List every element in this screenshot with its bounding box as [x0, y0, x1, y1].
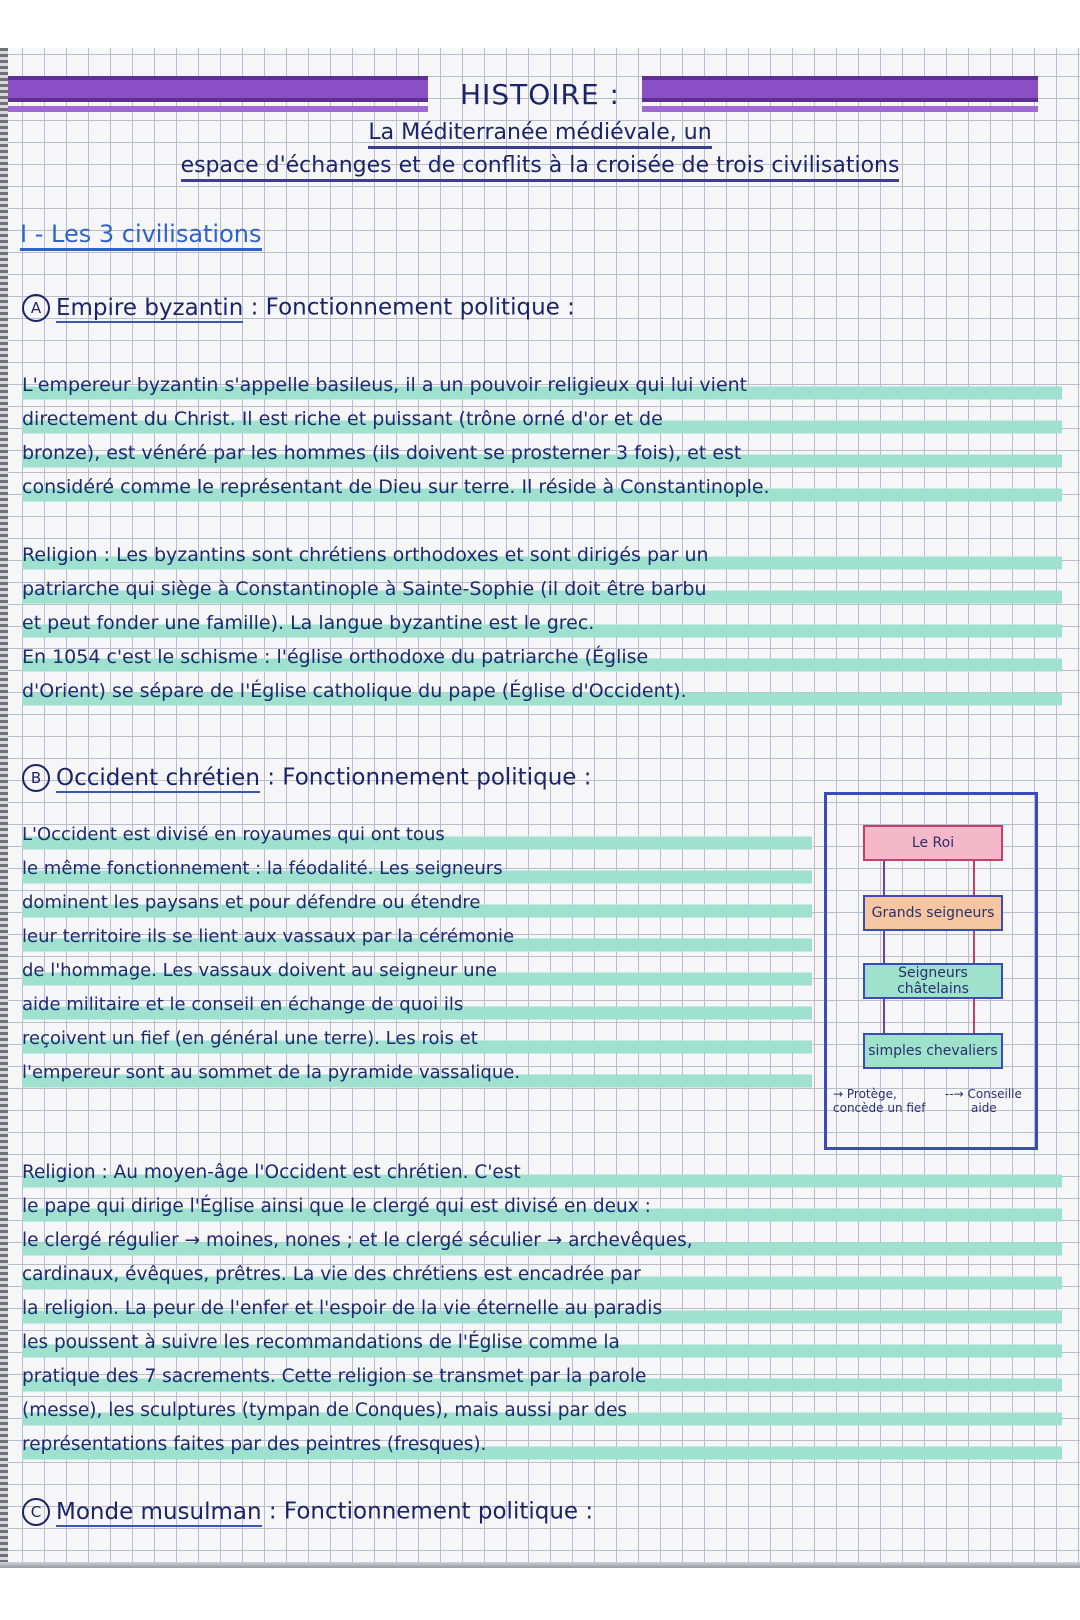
part-a-religion	[22, 538, 1062, 708]
arrow-down-icon	[883, 999, 885, 1033]
text-line: pratique des 7 sacrements. Cette religion se transmet par la parole	[22, 1360, 1062, 1394]
feudal-pyramid-diagram	[824, 792, 1038, 1150]
part-b-title: Occident chrétien	[56, 764, 260, 791]
part-b-heading	[22, 764, 591, 792]
text-line: bronze), est vénéré par les hommes (ils doivent se prosterner 3 fois), et est	[22, 436, 1062, 470]
text-line: directement du Christ. Il est riche et puissant (trône orné d'or et de	[22, 402, 1062, 436]
text-line: leur territoire ils se lient aux vassaux par la cérémonie	[22, 920, 812, 954]
header-band-line-right	[642, 106, 1038, 112]
part-c-heading	[22, 1498, 593, 1526]
part-b-religion	[22, 1156, 1062, 1462]
text-line: considéré comme le représentant de Dieu sur terre. Il réside à Constantinople.	[22, 470, 1062, 504]
diagram-box-grands-seigneurs: Grands seigneurs	[863, 895, 1003, 931]
part-c-title: Monde musulman	[56, 1498, 262, 1525]
section-label: I - Les 3 civilisations	[20, 220, 262, 251]
text-line: d'Orient) se sépare de l'Église catholique du pape (Église d'Occident).	[22, 674, 1062, 708]
diagram-box-seigneurs-chatelains: Seigneurs châtelains	[863, 963, 1003, 999]
text-line: dominent les paysans et pour défendre ou étendre	[22, 886, 812, 920]
page-title: HISTOIRE :	[460, 78, 620, 111]
part-a-heading	[22, 294, 575, 322]
text-line: reçoivent un fief (en général une terre). Les rois et	[22, 1022, 812, 1056]
header-band-left	[8, 76, 428, 102]
legend-fief: concède un fief	[833, 1101, 926, 1115]
diagram-legend-left	[833, 1087, 926, 1115]
diagram-box-roi: Le Roi	[863, 825, 1003, 861]
text-line: (messe), les sculptures (tympan de Conques), mais aussi par des	[22, 1394, 1062, 1428]
text-line: L'Occident est divisé en royaumes qui ont tous	[22, 818, 812, 852]
text-line: Religion : Les byzantins sont chrétiens orthodoxes et sont dirigés par un	[22, 538, 1062, 572]
arrow-up-icon	[973, 861, 975, 895]
text-line: le clergé régulier → moines, nones ; et le clergé séculier → archevêques,	[22, 1224, 1062, 1258]
part-b-politique	[22, 818, 812, 1090]
text-line: L'empereur byzantin s'appelle basileus, il a un pouvoir religieux qui lui vient	[22, 368, 1062, 402]
legend-conseille: --→ Conseille	[945, 1087, 1022, 1101]
part-a-politique	[22, 368, 1062, 504]
arrow-up-icon	[973, 931, 975, 963]
subtitle-line-2: espace d'échanges et de conflits à la croisée de trois civilisations	[181, 153, 900, 182]
arrow-down-icon	[883, 861, 885, 895]
arrow-up-icon	[973, 999, 975, 1033]
diagram-legend-right	[945, 1087, 1022, 1115]
arrow-down-icon	[883, 931, 885, 963]
header-band-line-left	[8, 106, 428, 112]
legend-aide: aide	[971, 1101, 997, 1115]
part-c-letter: C	[22, 1498, 50, 1526]
part-b-title-rest: : Fonctionnement politique :	[267, 764, 592, 791]
text-line: et peut fonder une famille). La langue byzantine est le grec.	[22, 606, 1062, 640]
legend-protege: → Protège,	[833, 1087, 897, 1101]
text-line: aide militaire et le conseil en échange de quoi ils	[22, 988, 812, 1022]
header-band-right	[642, 76, 1038, 102]
page-bottom-edge	[0, 1562, 1080, 1568]
page-subtitle	[0, 120, 1080, 178]
text-line: cardinaux, évêques, prêtres. La vie des chrétiens est encadrée par	[22, 1258, 1062, 1292]
text-line: Religion : Au moyen-âge l'Occident est chrétien. C'est	[22, 1156, 1062, 1190]
text-line: le pape qui dirige l'Église ainsi que le clergé qui est divisé en deux :	[22, 1190, 1062, 1224]
spiral-binding	[0, 48, 8, 1568]
text-line: les poussent à suivre les recommandations de l'Église comme la	[22, 1326, 1062, 1360]
subtitle-line-1: La Méditerranée médiévale, un	[368, 120, 711, 149]
text-line: le même fonctionnement : la féodalité. Les seigneurs	[22, 852, 812, 886]
notebook-page	[0, 48, 1080, 1568]
text-line: la religion. La peur de l'enfer et l'espoir de la vie éternelle au paradis	[22, 1292, 1062, 1326]
diagram-box-simples-chevaliers: simples chevaliers	[863, 1033, 1003, 1069]
text-line: l'empereur sont au sommet de la pyramide vassalique.	[22, 1056, 812, 1090]
part-c-title-rest: : Fonctionnement politique :	[268, 1498, 594, 1525]
part-b-letter: B	[22, 764, 50, 792]
text-line: En 1054 c'est le schisme : l'église orthodoxe du patriarche (Église	[22, 640, 1062, 674]
text-line: représentations faites par des peintres (fresques).	[22, 1428, 1062, 1462]
text-line: de l'hommage. Les vassaux doivent au seigneur une	[22, 954, 812, 988]
section-heading	[20, 220, 262, 248]
part-a-title: Empire byzantin	[56, 294, 244, 321]
part-a-title-rest: : Fonctionnement politique :	[250, 294, 575, 321]
part-a-letter: A	[22, 294, 50, 322]
text-line: patriarche qui siège à Constantinople à Sainte-Sophie (il doit être barbu	[22, 572, 1062, 606]
